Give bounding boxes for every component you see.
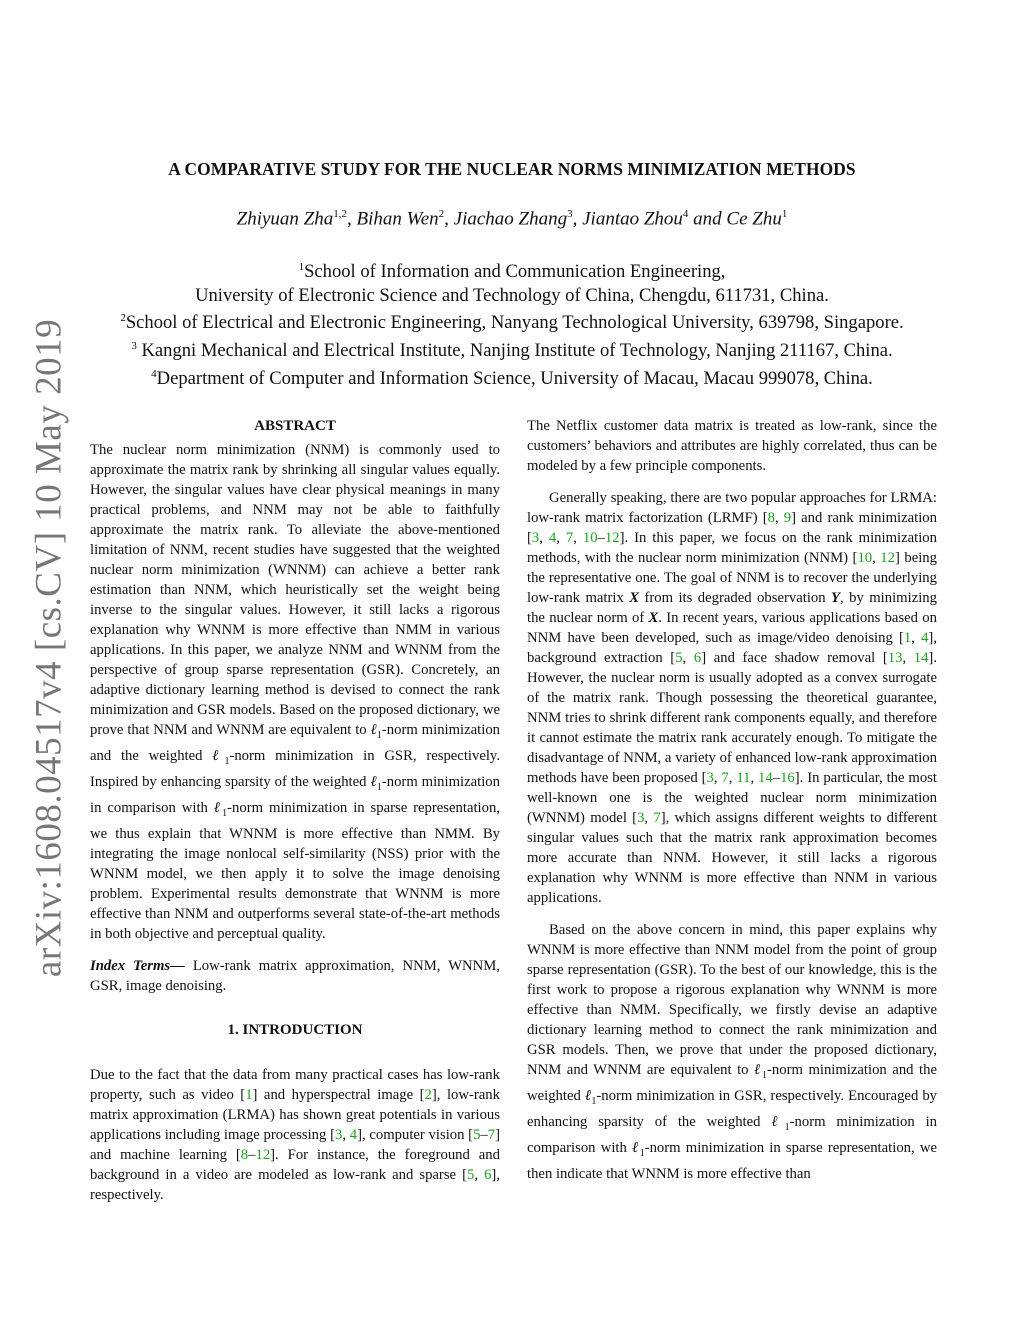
math-symbol: X xyxy=(648,610,659,626)
affiliation-text: Kangni Mechanical and Electrical Institute, Nanjing Institute of Technology, Nanjing 211167, China. xyxy=(136,340,893,362)
index-terms-text: Low-rank matrix approximation, NNM, WNNM, GSR, image denoising. xyxy=(90,957,500,994)
citation-link[interactable]: 7 xyxy=(487,1126,496,1143)
author-name: Jiantao Zhou xyxy=(582,208,683,230)
citation-link[interactable]: 12 xyxy=(255,1146,271,1163)
subscript: 1 xyxy=(784,1121,790,1133)
author-name: Jiachao Zhang xyxy=(453,208,568,230)
math-symbol: Y xyxy=(831,590,841,606)
ell-symbol: ℓ xyxy=(632,1139,640,1156)
author-list: Zhiyuan Zha$^{1,2}$, Bihan Wen$^2$, Jiachao Zhang$^3$, Jiantao Zhou$^4$ and Ce Zhu$^1$ xyxy=(236,208,788,230)
ell-symbol: ℓ xyxy=(212,747,225,764)
ell-symbol: ℓ xyxy=(370,722,377,738)
subscript: 1 xyxy=(591,1095,597,1107)
citation-link[interactable]: 16 xyxy=(780,770,795,786)
ell-symbol: ℓ xyxy=(584,1087,592,1104)
subscript: 1 xyxy=(224,755,230,767)
citation-link[interactable]: 7 xyxy=(721,770,729,786)
citation-link[interactable]: 4 xyxy=(349,1126,358,1143)
right-column xyxy=(527,416,937,1196)
arxiv-identifier xyxy=(28,318,70,978)
citation-link[interactable]: 8 xyxy=(240,1146,249,1163)
affiliation-list xyxy=(0,256,1024,390)
citation-link[interactable]: 12 xyxy=(880,550,895,566)
ell-symbol: ℓ xyxy=(771,1113,785,1130)
abstract-body: The nuclear norm minimization (NNM) is commonly used to approximate the matrix rank by shrinking all singular values equally. However, the singular values have clear physical meanings in many practical problems, and NNM may not be able to faithfully approximate the matrix rank. To alleviate the above-mentioned limitation of NNM, recent studies have suggested that the weighted nuclear norm minimization (WNNM) can achieve a better rank estimation than NNM, which heuristically set the weight being inverse to the singular values. However, it still lacks a rigorous explanation why WNNM is more effective than NMM in various applications. In this paper, we analyze NNM and WNNM from the perspective of group sparse representation (GSR). Concretely, an adaptive dictionary learning method is devised to connect the rank minimization and GSR models. Based on the proposed dictionary, we prove that NNM and WNNM are equivalent to ℓ$_1$-norm minimization and the weighted ℓ$_1$-norm minimization in GSR, respectively. Inspired by enhancing sparsity of the weighted ℓ$_1$-norm minimization in comparison with ℓ$_1$-norm minimization in sparse representation, we thus explain that WNNM is more effective than NMM. By integrating the image nonlocal self-similarity (NSS) prior with the WNNM model, we then apply it to solve the image denoising problem. Experimental results demonstrate that WNNM is more effective than NNM and outperforms several state-of-the-art methods in both objective and perceptual quality. xyxy=(90,442,501,942)
citation-link[interactable]: 12 xyxy=(604,530,620,546)
affiliation-mark: 3 xyxy=(131,339,137,352)
citation-link[interactable]: 2 xyxy=(424,1086,432,1103)
affiliation-text: School of Electrical and Electronic Engineering, Nanyang Technological University, 639798, Singapore. xyxy=(125,312,904,334)
affiliation-line xyxy=(0,307,1024,335)
citation-link[interactable]: 6 xyxy=(484,1166,492,1183)
citation-link[interactable]: 14 xyxy=(913,650,929,666)
ell-symbol: ℓ xyxy=(754,1062,763,1078)
subscript: 1 xyxy=(639,1147,645,1159)
affiliation-mark: 4 xyxy=(151,367,157,380)
citation-link[interactable]: 1 xyxy=(245,1086,253,1103)
author-affiliation-mark: 1,2 xyxy=(333,208,347,220)
citation-link[interactable]: 9 xyxy=(783,510,792,526)
affiliation-text: School of Information and Communication Engineering, xyxy=(304,261,726,283)
author-affiliation-mark: 3 xyxy=(567,208,573,220)
left-column xyxy=(90,416,500,1217)
citation-link[interactable]: 6 xyxy=(693,650,702,666)
citation-link[interactable]: 3 xyxy=(637,810,645,826)
citation-link[interactable]: 7 xyxy=(653,810,661,826)
intro-paragraph-continued: The Netflix customer data matrix is treated as low-rank, since the customers’ behaviors and attributes are highly correlated, thus can be modeled by a few principle components. xyxy=(527,418,937,474)
author-affiliation-mark: 4 xyxy=(682,208,689,220)
author-affiliation-mark: 1 xyxy=(781,208,788,220)
citation-link[interactable]: 3 xyxy=(706,770,714,786)
citation-link[interactable]: 7 xyxy=(565,530,574,546)
affiliation-mark: 1 xyxy=(298,261,305,273)
citation-link[interactable]: 13 xyxy=(887,650,903,666)
author-affiliation-mark: 2 xyxy=(438,208,445,220)
citation-link[interactable]: 1 xyxy=(903,630,912,646)
ell-symbol: ℓ xyxy=(370,773,377,790)
intro-paragraph-1: Due to the fact that the data from many practical cases has low-rank property, such as video [1] and hyperspectral image [2], low-rank matrix approximation (LRMA) has shown great potentials in various applications including image processing [3, 4], computer vision [5–7] and machine learning [8–12]. For instance, the foreground and background in a video are modeled as low-rank and sparse [5, 6], respectively. xyxy=(90,1066,501,1203)
subscript: 1 xyxy=(376,781,382,793)
citation-link[interactable]: 10 xyxy=(857,550,873,566)
math-symbol: X xyxy=(629,590,640,606)
citation-link[interactable]: 5 xyxy=(467,1166,475,1183)
citation-link[interactable]: 3 xyxy=(531,530,540,546)
citation-link[interactable]: 8 xyxy=(767,510,776,526)
index-terms xyxy=(90,956,500,996)
citation-link[interactable]: 3 xyxy=(334,1126,343,1143)
affiliation-line xyxy=(0,256,1024,284)
introduction-heading: 1. INTRODUCTION xyxy=(227,1021,363,1038)
subscript: 1 xyxy=(376,729,382,741)
intro-paragraph-3: Based on the above concern in mind, this paper explains why WNNM is more effective than NNM model from the point of group sparse representation (GSR). To the best of our knowledge, this is the first work to propose a rigorous explanation why WNNM is more effective than NMM. Specifically, we firstly devise an adaptive dictionary learning method to connect the rank minimization and GSR models. Then, we prove that under the proposed dictionary, NNM and WNNM are equivalent to ℓ$_1$-norm minimization and the weighted ℓ$_1$-norm minimization in GSR, respectively. Encouraged by enhancing sparsity of the weighted ℓ$_1$-norm minimization in comparison with ℓ$_1$-norm minimization in sparse representation, we then indicate that WNNM is more effective than xyxy=(527,922,938,1182)
affiliation-line xyxy=(0,284,1024,308)
author-name: Ce Zhu xyxy=(726,208,782,230)
arxiv-identifier-text: arXiv:1608.04517v4 [cs.CV] 10 May 2019 xyxy=(28,318,70,978)
abstract-heading: ABSTRACT xyxy=(254,418,336,434)
subscript: 1 xyxy=(222,807,228,819)
subscript: 1 xyxy=(762,1069,768,1081)
paper-title: A COMPARATIVE STUDY FOR THE NUCLEAR NORMS MINIMIZATION METHODS xyxy=(168,159,856,179)
citation-link[interactable]: 10 xyxy=(582,530,598,546)
author-name: Bihan Wen xyxy=(356,208,439,230)
affiliation-line xyxy=(0,363,1024,391)
affiliation-text: Department of Computer and Information Science, University of Macau, Macau 999078, China. xyxy=(156,367,873,389)
citation-link[interactable]: 4 xyxy=(921,630,929,646)
citation-link[interactable]: 11 xyxy=(736,770,751,786)
affiliation-line xyxy=(0,335,1024,363)
author-name: Zhiyuan Zha xyxy=(236,208,334,230)
citation-link[interactable]: 14 xyxy=(758,770,773,786)
index-terms-label: Index Terms— xyxy=(90,957,185,974)
affiliation-mark: 2 xyxy=(120,312,126,325)
intro-paragraph-2: Generally speaking, there are two popular approaches for LRMA: low-rank matrix factorization (LRMF) [8, 9] and rank minimization [3, 4, 7, 10–12]. In this paper, we focus on the rank minimization methods, with the nuclear norm minimization (NNM) [10, 12] being the representative one. The goal of NNM is to recover the underlying low-rank matrix X from its degraded observation Y, by minimizing the nuclear norm of X. In recent years, various applications based on NNM have been developed, such as image/video denoising [1, 4], background extraction [5, 6] and face shadow removal [13, 14]. However, the nuclear norm is usually adopted as a convex surrogate of the matrix rank. Though possessing the theoretical guarantee, NNM tries to shrink different rank components equally, and therefore it cannot estimate the matrix rank accurately enough. To mitigate the disadvantage of NNM, a variety of enhanced low-rank approximation methods have been proposed [3, 7, 11, 14–16]. In particular, the most well-known one is the weighted nuclear norm minimization (WNNM) model [3, 7], which assigns different weights to different singular values such that the matrix rank approximation becomes more accurate than NNM. However, it still lacks a rigorous explanation why WNNM is more effective than NNM in various applications. xyxy=(527,490,937,906)
citation-link[interactable]: 4 xyxy=(548,530,557,546)
citation-link[interactable]: 5 xyxy=(675,650,683,666)
ell-symbol: ℓ xyxy=(213,799,223,816)
citation-link[interactable]: 5 xyxy=(473,1126,481,1143)
affiliation-text: University of Electronic Science and Technology of China, Chengdu, 611731, China. xyxy=(195,284,829,306)
